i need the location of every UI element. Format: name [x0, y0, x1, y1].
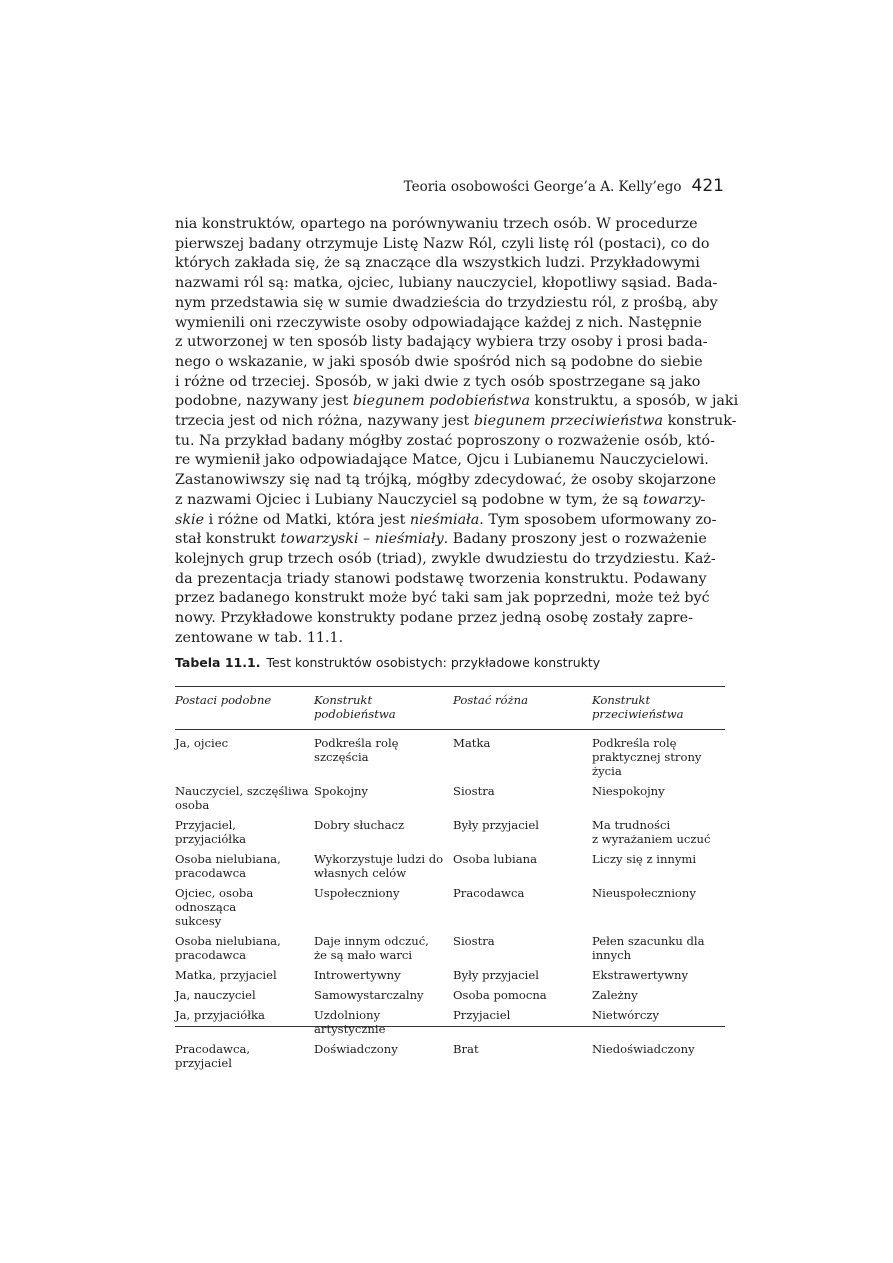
table-row — [175, 1008, 725, 1036]
text-line — [175, 491, 706, 511]
table-cell: Pracodawca, przyjaciel — [175, 1042, 251, 1070]
table-cell: Ja, nauczyciel — [175, 988, 256, 1002]
text-segment: konstruk- — [663, 413, 737, 430]
text-segment: da prezentacja triady stanowi podstawę tworzenia konstruktu. Podawany — [175, 570, 707, 587]
text-segment: nym przedstawia się w sumie dwadzieścia do trzydziestu ról, z prośbą, aby — [175, 294, 718, 311]
table-row — [175, 852, 725, 880]
table-cell: Wykorzystuje ludzi do własnych celów — [314, 852, 444, 880]
table-caption-label: Tabela 11.1. — [175, 655, 261, 670]
text-segment: podobne, nazywany jest — [175, 393, 353, 410]
text-line — [175, 432, 715, 452]
table-cell: Podkreśla rolę szczęścia — [314, 736, 399, 764]
italic-term: towarzyski – nieśmiały — [280, 531, 444, 548]
text-line — [175, 550, 716, 570]
table-cell: Brat — [453, 1042, 479, 1056]
italic-term: biegunem przeciwieństwa — [473, 413, 664, 430]
text-line — [175, 333, 708, 353]
table-row — [175, 736, 725, 778]
text-line — [175, 471, 717, 491]
table-cell: Dobry słuchacz — [314, 818, 405, 832]
table-cell: Niespokojny — [592, 784, 665, 798]
text-line — [175, 511, 717, 531]
text-line — [175, 589, 710, 609]
table-header-row — [175, 687, 725, 729]
table-cell: Siostra — [453, 934, 495, 948]
table-row — [175, 784, 725, 812]
text-segment: . Badany proszony jest o rozważenie — [443, 531, 707, 548]
table-cell: Pełen szacunku dla innych — [592, 934, 705, 962]
table-cell: Zależny — [592, 988, 638, 1002]
table-body — [175, 736, 725, 1070]
table-cell: Podkreśla rolę praktycznej strony życia — [592, 736, 702, 778]
table-row — [175, 886, 725, 928]
text-line — [175, 373, 701, 393]
table-row — [175, 934, 725, 962]
table-cell: Ma trudności z wyrażaniem uczuć — [592, 818, 711, 846]
text-segment: z utworzonej w ten sposób listy badający wybiera trzy osoby i prosi bada- — [175, 334, 708, 351]
text-segment: z nazwami Ojciec i Lubiany Nauczyciel są podobne w tym, że są — [175, 491, 643, 508]
text-segment: Zastanowiwszy się nad tą trójką, mógłby zdecydować, że osoby skojarzone — [175, 472, 717, 489]
table-cell: Matka, przyjaciel — [175, 968, 277, 982]
text-line — [175, 412, 737, 432]
table-cell: Ja, przyjaciółka — [175, 1008, 265, 1022]
text-line — [175, 215, 698, 235]
table-cell: Przyjaciel — [453, 1008, 511, 1022]
table-cell: Nauczyciel, szczęśliwa osoba — [175, 784, 309, 812]
table-cell: Przyjaciel, przyjaciółka — [175, 818, 247, 846]
text-segment: . Tym sposobem uformowany zo- — [479, 511, 717, 528]
table-cell: Ja, ojciec — [175, 736, 229, 750]
text-line — [175, 254, 700, 274]
text-line — [175, 530, 707, 550]
text-segment: zentowane w tab. 11.1. — [175, 629, 344, 646]
table-row — [175, 818, 725, 846]
text-line — [175, 570, 707, 590]
text-segment: pierwszej badany otrzymuje Listę Nazw Ról, czyli listę ról (postaci), co do — [175, 235, 710, 252]
text-segment: nazwami ról są: matka, ojciec, lubiany nauczyciel, kłopotliwy sąsiad. Bada- — [175, 275, 718, 292]
text-segment: nowy. Przykładowe konstrukty podane przez jedną osobę zostały zapre- — [175, 610, 693, 627]
table-cell: Introwertywny — [314, 968, 401, 982]
text-line — [175, 353, 703, 373]
table-cell: Spokojny — [314, 784, 368, 798]
italic-term: nieśmiała — [409, 511, 480, 528]
table-row — [175, 968, 725, 982]
table-header-rule — [175, 729, 725, 730]
text-line — [175, 451, 709, 471]
text-line — [175, 235, 710, 255]
table-cell: Uzdolniony artystycznie — [314, 1008, 386, 1036]
table-cell: Nieuspołeczniony — [592, 886, 696, 900]
table-cell: Niedoświadczony — [592, 1042, 695, 1056]
text-line — [175, 274, 718, 294]
running-header — [404, 176, 724, 196]
body-text — [175, 215, 739, 648]
header-cell: Konstrukt podobieństwa — [314, 693, 396, 721]
table-caption — [175, 655, 735, 670]
table-cell: Uspołeczniony — [314, 886, 400, 900]
table-cell: Doświadczony — [314, 1042, 398, 1056]
text-segment: konstruktu, a sposób, w jaki — [529, 393, 739, 410]
text-segment: stał konstrukt — [175, 531, 281, 548]
text-segment: re wymienił jako odpowiadające Matce, Ojcu i Lubianemu Nauczycielowi. — [175, 452, 709, 469]
text-segment: kolejnych grup trzech osób (triad), zwykle dwudziestu do trzydziestu. Każ- — [175, 550, 716, 567]
text-segment: których zakłada się, że są znaczące dla wszystkich ludzi. Przykładowymi — [175, 255, 700, 272]
constructs-table — [175, 686, 725, 1070]
italic-term: towarzy- — [642, 491, 706, 508]
text-line — [175, 294, 718, 314]
table-cell: Osoba nielubiana, pracodawca — [175, 934, 281, 962]
table-cell: Osoba pomocna — [453, 988, 547, 1002]
table-cell: Samowystarczalny — [314, 988, 424, 1002]
table-cell: Daje innym odczuć, że są mało warci — [314, 934, 429, 962]
italic-term: biegunem podobieństwa — [352, 393, 530, 410]
table-row — [175, 988, 725, 1002]
text-segment: nia konstruktów, opartego na porównywaniu trzech osób. W procedurze — [175, 216, 698, 232]
table-cell: Były przyjaciel — [453, 968, 539, 982]
table-cell: Ojciec, osoba odnosząca sukcesy — [175, 886, 254, 928]
italic-term: skie — [175, 511, 205, 528]
table-caption-text: Test konstruktów osobistych: przykładowe konstrukty — [266, 655, 601, 670]
table-cell: Osoba nielubiana, pracodawca — [175, 852, 281, 880]
table-cell: Pracodawca — [453, 886, 525, 900]
text-line — [175, 629, 685, 649]
text-line — [175, 314, 702, 334]
text-line — [175, 609, 693, 629]
running-title: Teoria osobowości George’a A. Kelly’ego — [403, 179, 682, 195]
text-segment: nego o wskazanie, w jaki sposób dwie spośród nich są podobne do siebie — [175, 353, 703, 370]
header-cell: Postaci podobne — [175, 693, 272, 707]
page-number: 421 — [691, 176, 724, 196]
table-cell: Siostra — [453, 784, 495, 798]
table-bottom-rule — [175, 1026, 725, 1027]
table-row — [175, 1042, 725, 1070]
text-segment: i różne od trzeciej. Sposób, w jaki dwie z tych osób spostrzegane są jako — [175, 373, 701, 390]
text-segment: tu. Na przykład badany mógłby zostać poproszony o rozważenie osób, któ- — [175, 432, 715, 449]
text-segment: przez badanego konstrukt może być taki sam jak poprzedni, może też być — [175, 590, 710, 607]
table-cell: Osoba lubiana — [453, 852, 538, 866]
text-segment: i różne od Matki, która jest — [204, 511, 410, 528]
table-cell: Były przyjaciel — [453, 818, 539, 832]
text-segment: wymienili oni rzeczywiste osoby odpowiadające każdej z nich. Następnie — [175, 314, 702, 331]
table-cell: Ekstrawertywny — [592, 968, 689, 982]
text-segment: trzecia jest od nich różna, nazywany jest — [175, 413, 474, 430]
header-cell: Konstrukt przeciwieństwa — [592, 693, 684, 721]
header-cell: Postać różna — [453, 693, 529, 707]
text-line — [175, 392, 739, 412]
table-cell: Liczy się z innymi — [592, 852, 697, 866]
table-cell: Nietwórczy — [592, 1008, 659, 1022]
table-cell: Matka — [453, 736, 491, 750]
